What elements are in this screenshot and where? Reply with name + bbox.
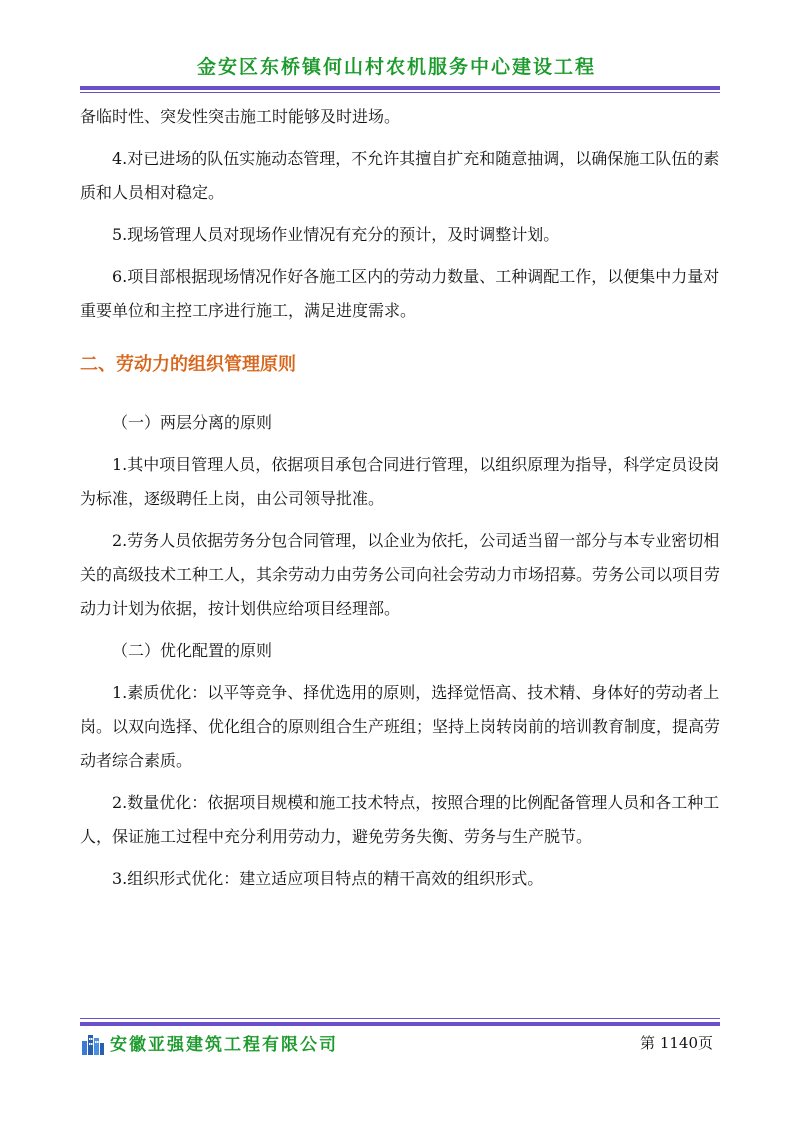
footer-rule-thick (80, 1022, 720, 1026)
paragraph-s2-3: 3.组织形式优化：建立适应项目特点的精干高效的组织形式。 (112, 869, 544, 888)
header-title: 金安区东桥镇何山村农机服务中心建设工程 (196, 56, 596, 78)
footer-company (80, 1030, 338, 1055)
paragraph-s1-2: 2.劳务人员依据劳务分包合同管理，以企业为依托，公司适当留一部分与本专业密切相关的高级技术工种工人，其余劳动力由劳务公司向社会劳动力市场招募。劳务公司以项目劳动力计划为依据，按计划供应给项目经理部。 (80, 531, 721, 618)
header-rule-thin (80, 92, 720, 93)
paragraph-item-6: 6.项目部根据现场情况作好各施工区内的劳动力数量、工种调配工作，以便集中力量对重要单位和主控工序进行施工，满足进度需求。 (80, 267, 720, 320)
paragraph-item-4: 4.对已进场的队伍实施动态管理，不允许其擅自扩充和随意抽调，以确保施工队伍的素质和人员相对稳定。 (80, 149, 720, 202)
paragraph-item-5: 5.现场管理人员对现场作业情况有充分的预计，及时调整计划。 (112, 225, 560, 244)
header-rule-thick (80, 86, 720, 90)
paragraph-s2-2: 2.数量优化：依据项目规模和施工技术特点，按照合理的比例配备管理人员和各工种工人，保证施工过程中充分利用劳动力，避免劳务失衡、劳务与生产脱节。 (80, 793, 720, 846)
subheading-1: （一）两层分离的原则 (112, 413, 273, 432)
paragraph-s2-1: 1.素质优化：以平等竞争、择优选用的原则，选择觉悟高、技术精、身体好的劳动者上岗。以双向选择、优化组合的原则组合生产班组；坚持上岗转岗前的培训教育制度，提高劳动者综合素质。 (80, 683, 721, 770)
paragraph-continued: 备临时性、突发性突击施工时能够及时进场。 (80, 107, 401, 126)
page-number: 第 1140页 (640, 1034, 713, 1052)
paragraph-s1-1: 1.其中项目管理人员，依据项目承包合同进行管理，以组织原理为指导，科学定员设岗为标准，逐级聘任上岗，由公司领导批准。 (80, 455, 720, 508)
footer-rule-thin (80, 1018, 720, 1019)
section-heading: 二、劳动力的组织管理原则 (80, 354, 296, 375)
footer-company-name: 安徽亚强建筑工程有限公司 (110, 1035, 338, 1055)
subheading-2: （二）优化配置的原则 (112, 641, 273, 660)
building-logo-icon (80, 1031, 106, 1055)
document-body (80, 100, 720, 904)
